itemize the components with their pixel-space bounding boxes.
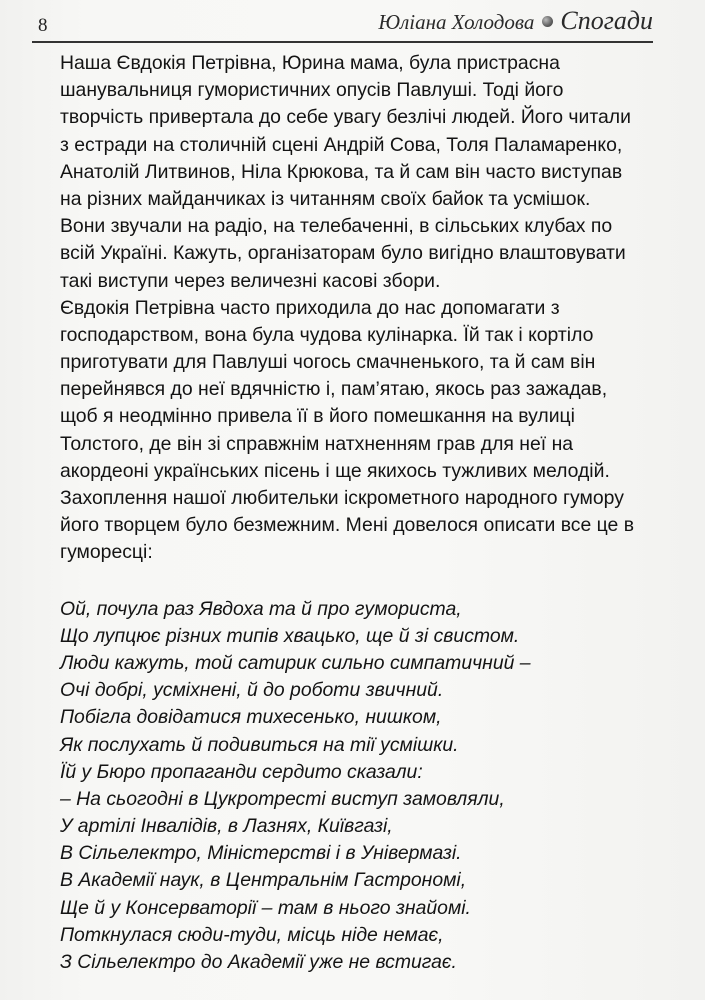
verse-line: З Сільелектро до Академії уже не встигає. (60, 951, 457, 973)
prose-line: такі виступи через величезні касові збори. (60, 269, 441, 292)
verse-line: – На сьогодні в Цукротресті виступ замовляли, (60, 787, 505, 810)
verse-line: Очі добрі, усміхнені, й до роботи звичний. (60, 679, 444, 702)
verse-block (60, 596, 660, 977)
prose-line: його творцем було безмежним. Мені довелося описати все це в (60, 514, 635, 537)
verse-line: Люди кажуть, той сатирик сильно симпатичний – (60, 651, 531, 674)
verse-line: Їй у Бюро пропаганди сердито сказали: (60, 760, 423, 783)
prose-line: Захоплення нашої любительки іскрометного народного гумору (60, 487, 624, 509)
prose-line: Наша Євдокія Петрівна, Юрина мама, була пристрасна (60, 52, 560, 74)
verse-line: В Сільелектро, Міністерстві і в Універмазі. (60, 842, 462, 865)
prose-block (60, 50, 660, 567)
prose-line: творчість привертала до себе увагу безлічі людей. Його читали (60, 106, 631, 129)
bullet-icon (542, 16, 553, 27)
page-number: 8 (38, 15, 48, 36)
prose-line: Євдокія Петрівна часто приходила до нас допомагати з (60, 296, 560, 319)
prose-line: господарством, вона була чудова кулінарка. Їй так і кортіло (60, 323, 594, 346)
prose-line: шанувальниця гумористичних опусів Павлуші. Тоді його (60, 79, 564, 102)
author-name: Юліана Холодова (378, 10, 535, 34)
verse-line: Ще й у Консерваторії – там в нього знайомі. (60, 896, 471, 919)
prose-line: всій Україні. Кажуть, організаторам було вигідно влаштовувати (60, 242, 626, 265)
verse-line: Побігла довідатися тихесенько, нишком, (60, 706, 442, 729)
prose-line: Анатолій Литвинов, Ніла Крюкова, та й сам він часто виступав (60, 160, 623, 183)
running-head (378, 6, 653, 36)
page-body (60, 50, 660, 976)
prose-line: щоб я неодмінно привела її в його помешкання на вулиці (60, 405, 575, 428)
verse-line: У артілі Інвалідів, в Лазнях, Київгазі, (60, 815, 393, 838)
page-header (32, 4, 653, 40)
verse-line: Що лупцює різних типів хвацько, ще й зі свистом. (60, 624, 520, 647)
verse-line: Ой, почула раз Явдоха та й про гумориста, (60, 597, 462, 620)
verse-line: Поткнулася сюди-туди, місць ніде немає, (60, 923, 444, 946)
prose-line: акордеоні українських пісень і ще якихось тужливих мелодій. (60, 459, 610, 482)
prose-line: Толстого, де він зі справжнім натхненням грав для неї на (60, 432, 574, 455)
header-rule (32, 41, 653, 43)
prose-line: на різних майданчиках із читанням своїх байок та усмішок. (60, 187, 591, 210)
book-title: Спогади (560, 6, 653, 35)
verse-line: В Академії наук, в Центральнім Гастрономі, (60, 869, 467, 892)
prose-line: з естради на столичній сцені Андрій Сова, Толя Паламаренко, (60, 133, 623, 156)
prose-line: приготувати для Павлуші чогось смачненького, та й сам він (60, 351, 596, 374)
prose-line: Вони звучали на радіо, на телебаченні, в сільських клубах по (60, 215, 613, 238)
verse-line: Як послухать й подивиться на тії усмішки. (60, 733, 459, 756)
prose-line: гуморесці: (60, 541, 153, 564)
prose-line: перейнявся до неї вдячністю і, пам’ятаю, якось раз зажадав, (60, 378, 608, 401)
